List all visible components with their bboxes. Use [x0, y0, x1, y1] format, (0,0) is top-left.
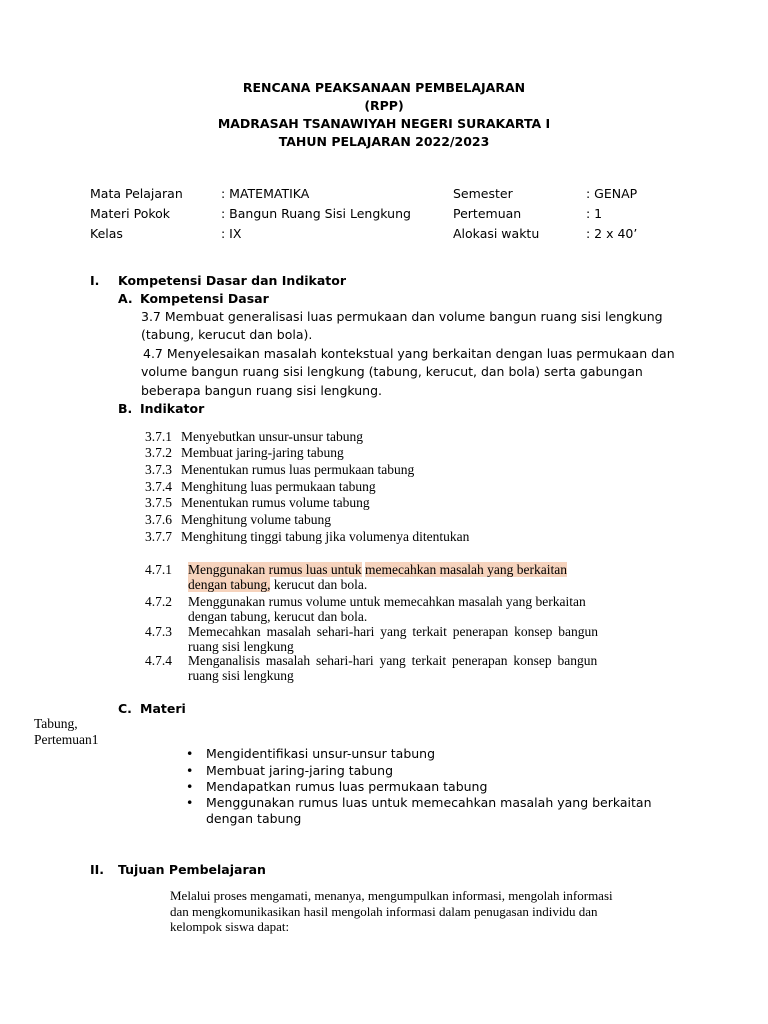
- highlight: dengan tabung,: [188, 577, 271, 592]
- info-value: : 2 x 40’: [586, 226, 638, 241]
- indicator-text: kerucut dan bola.: [270, 577, 368, 592]
- kd-text: beberapa bangun ruang sisi lengkung.: [141, 383, 383, 398]
- indicator-number: 3.7.1: [145, 429, 172, 444]
- kd-text: volume bangun ruang sisi lengkung (tabung, kerucut, dan bola) serta gabungan: [141, 364, 643, 379]
- section-number: I.: [90, 273, 100, 288]
- subsection-letter: A.: [118, 291, 133, 306]
- info-value: : Bangun Ruang Sisi Lengkung: [221, 206, 411, 221]
- list-item: Membuat jaring-jaring tabung: [206, 763, 394, 778]
- indicator-text: Menganalisis masalah sehari-hari yang terkait penerapan konsep bangun: [188, 653, 598, 668]
- info-label: Kelas: [90, 226, 123, 241]
- paragraph-text: kelompok siswa dapat:: [170, 919, 290, 934]
- indicator-number: 4.7.3: [145, 624, 172, 639]
- indicator-text: ruang sisi lengkung: [188, 668, 294, 683]
- indicator-text: Menentukan rumus volume tabung: [181, 495, 370, 510]
- indicator-number: 3.7.7: [145, 529, 172, 544]
- indicator-number: 3.7.3: [145, 462, 172, 477]
- bullet-icon: •: [186, 763, 194, 778]
- subsection-letter: C.: [118, 701, 132, 716]
- highlight: Menggunakan rumus luas untuk: [188, 562, 362, 577]
- bullet-icon: •: [186, 779, 194, 794]
- indicator-text: Menggunakan rumus volume untuk memecahkan masalah yang berkaitan: [188, 594, 586, 609]
- indicator-text: ruang sisi lengkung: [188, 639, 294, 654]
- indicator-text: Menghitung tinggi tabung jika volumenya ditentukan: [181, 529, 470, 544]
- indicator-number: 3.7.6: [145, 512, 172, 527]
- list-item: Menggunakan rumus luas untuk memecahkan masalah yang berkaitan: [206, 795, 652, 810]
- kd-text: 4.7 Menyelesaikan masalah kontekstual yang berkaitan dengan luas permukaan dan: [143, 346, 675, 361]
- info-value: : IX: [221, 226, 242, 241]
- indicator-text: Menentukan rumus luas permukaan tabung: [181, 462, 415, 477]
- info-label: Semester: [453, 186, 513, 201]
- subsection-title: Indikator: [140, 401, 205, 416]
- indicator-number: 3.7.4: [145, 479, 172, 494]
- info-label: Materi Pokok: [90, 206, 171, 221]
- indicator-text-highlighted: [188, 562, 567, 578]
- info-label: Pertemuan: [453, 206, 522, 221]
- paragraph-text: dan mengkomunikasikan hasil mengolah informasi dalam penugasan individu dan: [170, 904, 598, 919]
- doc-subtitle: (RPP): [364, 98, 404, 113]
- indicator-text: Membuat jaring-jaring tabung: [181, 445, 344, 460]
- indicator-number: 3.7.5: [145, 495, 172, 510]
- info-label: Mata Pelajaran: [90, 186, 183, 201]
- list-item: Mendapatkan rumus luas permukaan tabung: [206, 779, 488, 794]
- indicator-text: Menyebutkan unsur-unsur tabung: [181, 429, 363, 444]
- subsection-title: Kompetensi Dasar: [140, 291, 269, 306]
- info-label: Alokasi waktu: [453, 226, 540, 241]
- indicator-number: 4.7.4: [145, 653, 172, 668]
- doc-title: RENCANA PEAKSANAAN PEMBELAJARAN: [242, 80, 526, 95]
- info-value: : 1: [586, 206, 603, 221]
- section-number: II.: [90, 862, 105, 877]
- indicator-text: dengan tabung, kerucut dan bola.: [188, 609, 368, 624]
- side-note: Tabung,: [34, 716, 78, 731]
- bullet-icon: •: [186, 795, 194, 810]
- highlight: memecahkan masalah yang berkaitan: [364, 562, 568, 577]
- indicator-text: Memecahkan masalah sehari-hari yang terkait penerapan konsep bangun: [188, 624, 598, 639]
- side-note: Pertemuan1: [34, 732, 99, 747]
- indicator-number: 4.7.2: [145, 594, 172, 609]
- paragraph-text: Melalui proses mengamati, menanya, mengumpulkan informasi, mengolah informasi: [170, 888, 613, 903]
- indicator-number: 4.7.1: [145, 562, 172, 577]
- indicator-text: Menghitung volume tabung: [181, 512, 331, 527]
- section-title: Tujuan Pembelajaran: [118, 862, 266, 877]
- subsection-letter: B.: [118, 401, 133, 416]
- indicator-text: Menghitung luas permukaan tabung: [181, 479, 376, 494]
- list-item: dengan tabung: [206, 811, 302, 826]
- info-value: : MATEMATIKA: [221, 186, 310, 201]
- school-year: TAHUN PELAJARAN 2022/2023: [278, 134, 490, 149]
- bullet-icon: •: [186, 746, 194, 761]
- indicator-number: 3.7.2: [145, 445, 172, 460]
- section-title: Kompetensi Dasar dan Indikator: [118, 273, 347, 288]
- info-value: : GENAP: [586, 186, 638, 201]
- subsection-title: Materi: [140, 701, 186, 716]
- kd-text: 3.7 Membuat generalisasi luas permukaan dan volume bangun ruang sisi lengkung: [141, 309, 663, 324]
- indicator-text-highlighted: [188, 577, 367, 593]
- school-name: MADRASAH TSANAWIYAH NEGERI SURAKARTA I: [217, 116, 551, 131]
- kd-text: (tabung, kerucut dan bola).: [141, 327, 313, 342]
- list-item: Mengidentifikasi unsur-unsur tabung: [206, 746, 436, 761]
